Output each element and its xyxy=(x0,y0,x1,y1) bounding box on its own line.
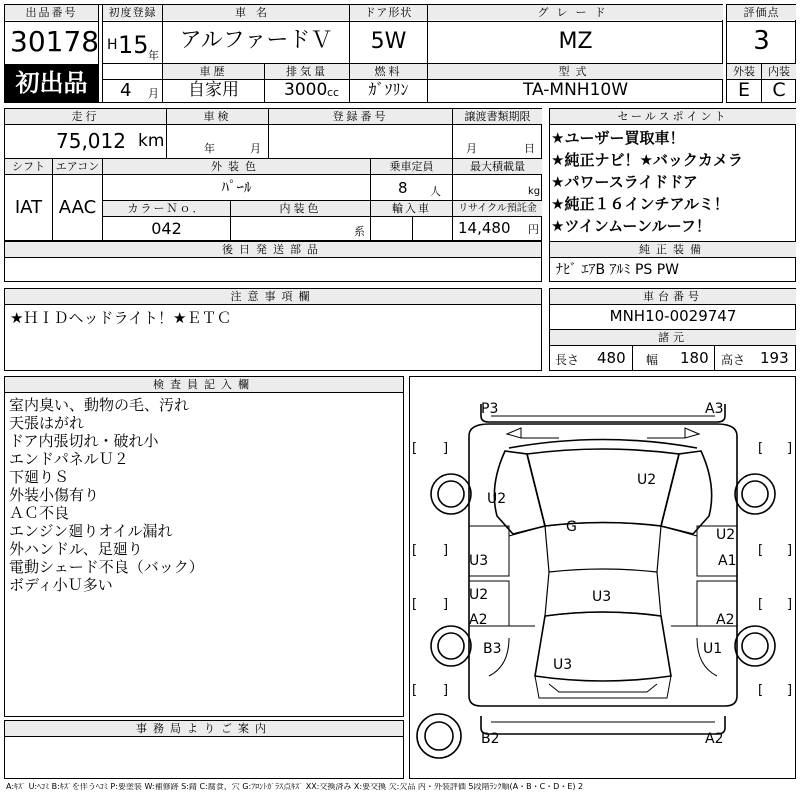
later-parts-label: 後日発送部品 xyxy=(5,242,541,257)
era: H xyxy=(107,37,118,53)
interior-color-unit: 系 xyxy=(354,225,365,238)
mileage: 75,012 xyxy=(56,129,126,153)
car-name-label: 車名 xyxy=(163,5,349,20)
mileage-label: 走行 xyxy=(5,109,166,124)
history-label: 車歴 xyxy=(163,64,264,79)
bracket-close: ] xyxy=(787,683,793,698)
bracket-close: ] xyxy=(443,441,449,456)
length-value: 480 xyxy=(597,349,626,367)
damage-mark: A2 xyxy=(705,731,724,747)
inspector-note: エンドパネルＵ２ xyxy=(9,450,129,468)
inspector-label: 検査員記入欄 xyxy=(5,377,403,392)
first-reg-year: 15 xyxy=(118,31,149,59)
interior-rating: C xyxy=(772,79,786,101)
width-value: 180 xyxy=(680,349,709,367)
bracket-close: ] xyxy=(787,543,793,558)
score-label: 評価点 xyxy=(727,5,796,20)
first-reg-month: 4 xyxy=(120,80,132,101)
displacement: 3000 xyxy=(284,80,328,100)
factory-equipment-label: 純正装備 xyxy=(550,242,796,257)
damage-mark: U1 xyxy=(703,641,723,657)
inspection-label: 車検 xyxy=(167,109,268,124)
damage-mark: U3 xyxy=(592,589,612,605)
ac: AAC xyxy=(58,197,97,218)
inspection-month-unit: 月 xyxy=(250,142,261,155)
displacement-unit: cc xyxy=(327,86,340,99)
bracket-close: ] xyxy=(443,597,449,612)
max-load-label: 最大積載量 xyxy=(453,159,542,174)
model-label: 型式 xyxy=(428,64,723,79)
exterior-label: 外装 xyxy=(727,64,761,79)
import-label: 輸入車 xyxy=(371,201,452,216)
inspector-note: ドア内張切れ・破れ小 xyxy=(9,432,159,450)
grade: MZ xyxy=(558,29,593,54)
bracket-close: ] xyxy=(443,543,449,558)
sales-points-label: セールスポイント xyxy=(550,109,796,124)
inspector-note: 下廻りＳ xyxy=(9,468,70,486)
damage-mark: A1 xyxy=(718,553,737,569)
ac-label: エアコン xyxy=(53,159,102,174)
damage-mark: A3 xyxy=(705,401,724,417)
office-label: 事務局よりご案内 xyxy=(5,721,403,736)
damage-mark: B2 xyxy=(481,731,500,747)
first-listing-badge: 初出品 xyxy=(5,65,98,102)
model: TA-MNH10W xyxy=(522,80,629,100)
sales-point-item: ★純正ナビ！★バックカメラ xyxy=(551,151,743,169)
bracket-close: ] xyxy=(787,441,793,456)
recycle-label: リサイクル預託金 xyxy=(453,201,542,216)
damage-mark: U2 xyxy=(716,527,736,543)
bracket-open: [ xyxy=(412,543,418,558)
bracket-open: [ xyxy=(758,597,764,612)
length-label: 長さ xyxy=(555,353,580,367)
damage-mark: P3 xyxy=(481,401,499,417)
capacity: 8 xyxy=(398,179,408,197)
interior-label: 内装 xyxy=(762,64,796,79)
exterior-color-label: 外装色 xyxy=(103,159,370,174)
transfer-label: 譲渡書類期限 xyxy=(453,109,542,124)
exterior-rating: E xyxy=(737,79,750,101)
color-no: 042 xyxy=(151,219,182,238)
bracket-open: [ xyxy=(412,683,418,698)
sales-point-item: ★ツインムーンルーフ！ xyxy=(551,217,711,235)
inspector-note: 室内臭い、動物の毛、汚れ xyxy=(9,396,190,414)
recycle-unit: 円 xyxy=(528,223,539,236)
damage-mark: U2 xyxy=(469,587,489,603)
car-name: アルファードＶ xyxy=(179,28,333,53)
damage-mark: G xyxy=(566,519,577,535)
reg-no-label: 登録番号 xyxy=(269,109,452,124)
specs-label: 諸元 xyxy=(550,330,796,345)
mileage-unit: km xyxy=(138,131,165,151)
month-unit: 月 xyxy=(148,87,159,100)
factory-equipment: ﾅﾋﾞ ｴｱB ｱﾙﾐ PS PW xyxy=(556,262,680,278)
height-value: 193 xyxy=(760,349,789,367)
sales-point-item: ★パワースライドドア xyxy=(551,173,698,191)
legend: A:ｷｽﾞ U:ﾍｺﾐ B:ｷｽﾞを伴うﾍｺﾐ P:要塗装 W:補修跡 S:錆 C:腐食、穴 G:ﾌﾛﾝﾄｶﾞﾗｽ点ｷｽﾞ XX:交換済み X:要交換 欠:欠品 内・外装評価 5段階ﾗﾝｸ順(A・B・C・D・E) 2 xyxy=(6,783,584,791)
year-unit: 年 xyxy=(148,49,159,62)
bracket-close: ] xyxy=(443,683,449,698)
first-reg-label: 初度登録 xyxy=(103,5,162,20)
inspector-note: 外装小傷有り xyxy=(9,486,100,504)
capacity-unit: 人 xyxy=(430,185,441,198)
damage-mark: U2 xyxy=(637,472,657,488)
sales-point-item: ★ユーザー買取車！ xyxy=(551,129,685,147)
damage-mark: B3 xyxy=(483,641,502,657)
damage-mark: U3 xyxy=(469,553,489,569)
inspector-note: ボディ小Ｕ多い xyxy=(9,576,113,594)
damage-mark: A2 xyxy=(716,612,735,628)
bracket-open: [ xyxy=(758,543,764,558)
grade-label: グレード xyxy=(428,5,723,20)
fuel: ｶﾞｿﾘﾝ xyxy=(368,80,409,99)
bracket-open: [ xyxy=(412,441,418,456)
damage-mark: U2 xyxy=(487,491,507,507)
displacement-label: 排気量 xyxy=(265,64,349,79)
chassis-number: MNH10-0029747 xyxy=(609,307,737,325)
max-load-unit: kg xyxy=(528,186,541,197)
inspector-note: 天張はがれ xyxy=(9,414,85,432)
lot-no-label: 出品番号 xyxy=(5,5,98,20)
color-no-label: カラーＮｏ． xyxy=(103,201,230,216)
damage-mark: A2 xyxy=(469,612,488,628)
sales-point-item: ★純正１６インチアルミ！ xyxy=(551,195,729,213)
fuel-label: 燃料 xyxy=(350,64,427,79)
inspector-note: 外ハンドル、足廻り xyxy=(9,540,143,558)
recycle-fee: 14,480 xyxy=(458,219,511,237)
bracket-open: [ xyxy=(758,441,764,456)
score: 3 xyxy=(753,26,770,56)
inspection-year-unit: 年 xyxy=(204,142,215,155)
inspector-note: ＡＣ不良 xyxy=(9,504,70,522)
cautions-text: ★ＨＩＤヘッドライト！★ＥＴＣ xyxy=(10,309,232,327)
shift-label: シフト xyxy=(5,159,52,174)
door-type: 5W xyxy=(370,29,407,54)
history: 自家用 xyxy=(188,80,239,100)
width-label: 幅 xyxy=(646,353,659,367)
capacity-label: 乗車定員 xyxy=(371,159,452,174)
exterior-color: ﾊﾟｰﾙ xyxy=(221,178,252,196)
cautions-label: 注意事項欄 xyxy=(5,289,541,304)
bracket-close: ] xyxy=(787,597,793,612)
inspector-note: 電動シェード不良（バック） xyxy=(9,558,204,576)
interior-color-label: 内装色 xyxy=(231,201,370,216)
damage-mark: U3 xyxy=(553,657,573,673)
chassis-label: 車台番号 xyxy=(550,289,796,304)
inspector-note: エンジン廻りオイル漏れ xyxy=(9,522,173,540)
door-label: ドア形状 xyxy=(350,5,427,20)
lot-no: 30178 xyxy=(10,25,100,58)
shift: IAT xyxy=(14,197,43,218)
bracket-open: [ xyxy=(412,597,418,612)
transfer-month-unit: 月 xyxy=(466,142,477,155)
transfer-day-unit: 日 xyxy=(524,142,535,155)
car-diagram xyxy=(409,376,796,779)
bracket-open: [ xyxy=(758,683,764,698)
height-label: 高さ xyxy=(721,353,746,367)
